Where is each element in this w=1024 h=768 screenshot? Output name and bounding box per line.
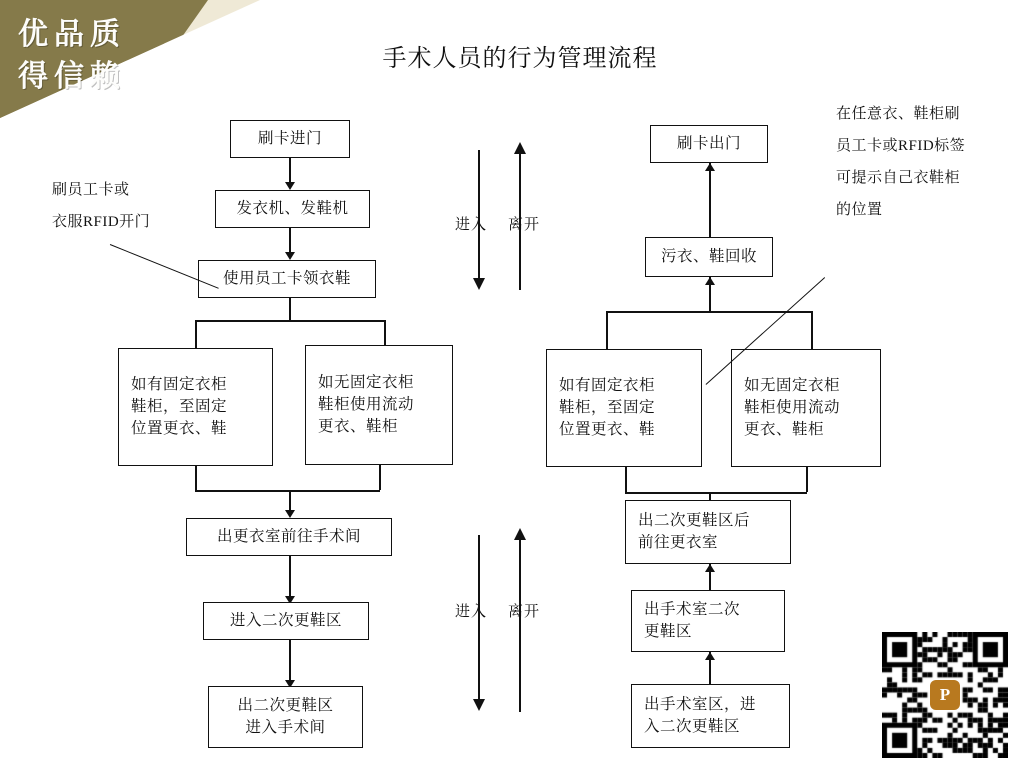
- ribbon-line-1: 优品质: [18, 18, 126, 51]
- ribbon-text: [18, 14, 126, 98]
- node-l1: 刷卡进门: [230, 120, 350, 158]
- label-leave-bottom: 离开: [508, 604, 541, 620]
- arrowhead-r2-r1: [705, 163, 715, 171]
- note-left-line-1: 刷员工卡或: [52, 182, 130, 198]
- connector-r3a-down: [625, 467, 627, 492]
- connector-split-left: [195, 320, 197, 348]
- connector-merge-down: [289, 490, 291, 512]
- note-right-line-3: 可提示自己衣鞋柜: [836, 170, 961, 186]
- arrowhead-l2-l3: [285, 252, 295, 260]
- note-left: [52, 174, 150, 238]
- node-l2: 发衣机、发鞋机: [215, 190, 370, 228]
- note-left-line-2: 衣服RFID开门: [52, 214, 151, 230]
- ribbon-line-2: 得信赖: [18, 60, 126, 93]
- connector-r-split-up: [709, 492, 711, 500]
- node-l4b: 如无固定衣柜 鞋柜使用流动 更衣、鞋柜: [305, 345, 453, 465]
- node-l7: 出二次更鞋区 进入手术间: [208, 686, 363, 748]
- page-title: 手术人员的行为管理流程: [382, 46, 658, 72]
- connector-split-right: [384, 320, 386, 348]
- arrowhead-r5-r4: [705, 564, 715, 572]
- connector-r-merge-right: [811, 311, 813, 349]
- node-r5: 出手术室二次 更鞋区: [631, 590, 785, 652]
- connector-r-merge-left: [606, 311, 608, 349]
- note-right-line-1: 在任意衣、鞋柜刷: [836, 106, 961, 122]
- connector-merge-left: [195, 466, 197, 490]
- arrowhead-r6-r5: [705, 652, 715, 660]
- arrowhead-merge-l5: [285, 510, 295, 518]
- node-r3b: 如无固定衣柜 鞋柜使用流动 更衣、鞋柜: [731, 349, 881, 467]
- node-l3: 使用员工卡领衣鞋: [198, 260, 376, 298]
- connector-r-merge-bar: [606, 311, 812, 313]
- node-r2: 污衣、鞋回收: [645, 237, 773, 277]
- label-leave-top: 离开: [508, 217, 541, 233]
- connector-merge-right: [379, 465, 381, 490]
- node-r6: 出手术室区，进 入二次更鞋区: [631, 684, 790, 748]
- node-l4a: 如有固定衣柜 鞋柜，至固定 位置更衣、鞋: [118, 348, 273, 466]
- label-enter-top: 进入: [455, 217, 488, 233]
- note-right-line-2: 员工卡或RFID标签: [836, 138, 966, 154]
- connector-l3-split: [289, 298, 291, 320]
- connector-l5-l6: [289, 556, 291, 600]
- node-r1: 刷卡出门: [650, 125, 768, 163]
- connector-split-bar: [195, 320, 385, 322]
- node-r4: 出二次更鞋区后 前往更衣室: [625, 500, 791, 564]
- node-r3a: 如有固定衣柜 鞋柜，至固定 位置更衣、鞋: [546, 349, 702, 467]
- note-right-line-4: 的位置: [836, 202, 883, 218]
- node-l6: 进入二次更鞋区: [203, 602, 369, 640]
- label-enter-bottom: 进入: [455, 604, 488, 620]
- connector-l6-l7: [289, 640, 291, 684]
- node-l5: 出更衣室前往手术间: [186, 518, 392, 556]
- connector-l1-l2: [289, 158, 291, 184]
- arrowhead-r-merge-r2: [705, 277, 715, 285]
- connector-r2-r1: [709, 163, 711, 237]
- connector-l2-l3: [289, 228, 291, 254]
- qr-code: [882, 632, 1008, 758]
- qr-center-logo: P: [930, 680, 960, 710]
- note-right: [836, 98, 965, 226]
- connector-r3b-down: [806, 467, 808, 492]
- connector-merge-bar: [195, 490, 380, 492]
- arrowhead-l1-l2: [285, 182, 295, 190]
- connector-r-split-bar: [625, 492, 807, 494]
